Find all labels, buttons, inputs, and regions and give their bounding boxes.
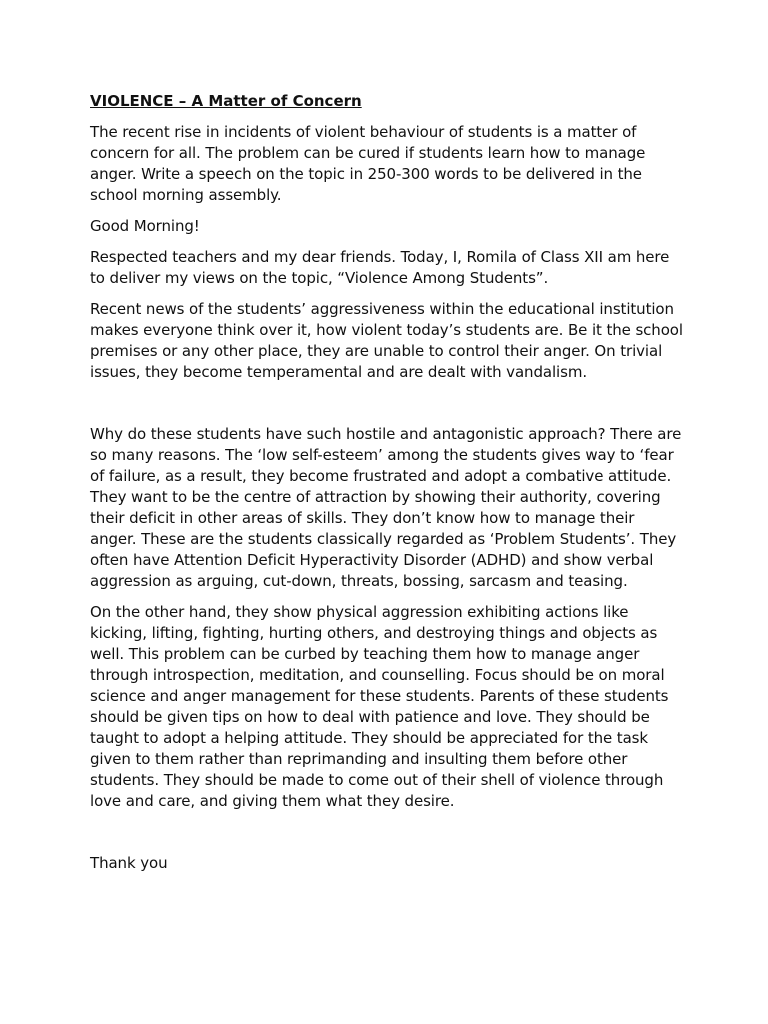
body-paragraph-1: Recent news of the students’ aggressiveness within the educational institution makes everyone think over it, how violent today’s students are. Be it the school premises or any other place, they are unable to control their anger. On trivial issues, they become temperamental and are dealt with vandalism.	[90, 300, 683, 381]
closing-paragraph: Thank you	[90, 854, 168, 872]
document-title: VIOLENCE – A Matter of Concern	[90, 92, 362, 110]
paragraph-gap	[90, 822, 684, 853]
body-paragraph-2: Why do these students have such hostile and antagonistic approach? There are so many reasons. The ‘low self-esteem’ among the students gives way to ‘fear of failure, as a result, they become frustrated and adopt a combative attitude. They want to be the centre of attraction by showing their authority, covering their deficit in other areas of skills. They don’t know how to manage their anger. These are the students classically regarded as ‘Problem Students’. They often have Attention Deficit Hyperactivity Disorder (ADHD) and show verbal aggression as arguing, cut-down, threats, bossing, sarcasm and teasing.	[90, 425, 682, 590]
paragraph-gap	[90, 393, 684, 424]
greeting-paragraph: Good Morning!	[90, 217, 200, 235]
prompt-paragraph: The recent rise in incidents of violent behaviour of students is a matter of concern for all. The problem can be cured if students learn how to manage anger. Write a speech on the topic in 250-300 words to be delivered in the school morning assembly.	[90, 123, 646, 204]
body-paragraph-3: On the other hand, they show physical aggression exhibiting actions like kicking, lifting, fighting, hurting others, and destroying things and objects as well. This problem can be curbed by teaching them how to manage anger through introspection, meditation, and counselling. Focus should be on moral science and anger management for these students. Parents of these students should be given tips on how to deal with patience and love. They should be taught to adopt a helping attitude. They should be appreciated for the task given to them rather than reprimanding and insulting them before other students. They should be made to come out of their shell of violence through love and care, and giving them what they desire.	[90, 603, 669, 810]
document-body	[90, 91, 684, 884]
introduction-paragraph: Respected teachers and my dear friends. Today, I, Romila of Class XII am here to deliver my views on the topic, “Violence Among Students”.	[90, 248, 670, 287]
